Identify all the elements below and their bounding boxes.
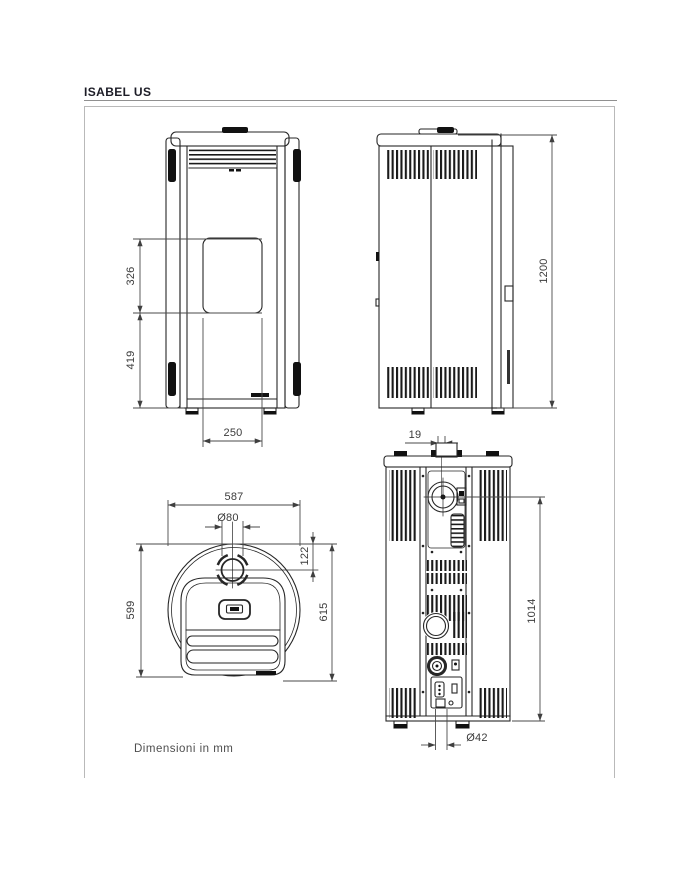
dimension-label-air-inlet-diameter: Ø42 [466, 732, 488, 744]
side-top-louvers [387, 150, 429, 179]
front-top-handle [222, 127, 248, 133]
dimension-label-flue-lateral-offset: 19 [408, 429, 422, 441]
dimension-label-glass-top-height: 326 [125, 266, 137, 286]
rear-right-louvers [478, 470, 507, 541]
dimension-label-glass-width: 250 [223, 427, 243, 439]
dimension-label-flue-center-offset: 122 [299, 546, 311, 566]
page-title: ISABEL US [84, 85, 152, 99]
side-bottom-louvers [387, 367, 429, 398]
dimension-label-body-depth: 599 [125, 600, 137, 620]
front-view-dimension-lines [133, 239, 262, 447]
side-view-drawing [376, 127, 513, 414]
front-view-drawing [166, 127, 301, 414]
dimension-label-flue-center-height: 1014 [526, 598, 538, 624]
rear-vent-slots [451, 514, 464, 547]
dimension-label-lower-section-height: 419 [125, 350, 137, 370]
front-top-grille [189, 149, 276, 166]
dimension-label-overall-width: 587 [224, 491, 244, 503]
rear-left-louvers [389, 470, 418, 541]
dimension-label-overall-depth: 615 [318, 602, 330, 622]
units-note: Dimensioni in mm [134, 743, 234, 755]
front-door-glass [203, 238, 262, 313]
rear-view-drawing [384, 443, 512, 728]
dimension-label-flue-diameter: Ø80 [217, 512, 239, 524]
rear-flue-stub [436, 443, 457, 457]
dimension-label-overall-height: 1200 [538, 258, 550, 284]
